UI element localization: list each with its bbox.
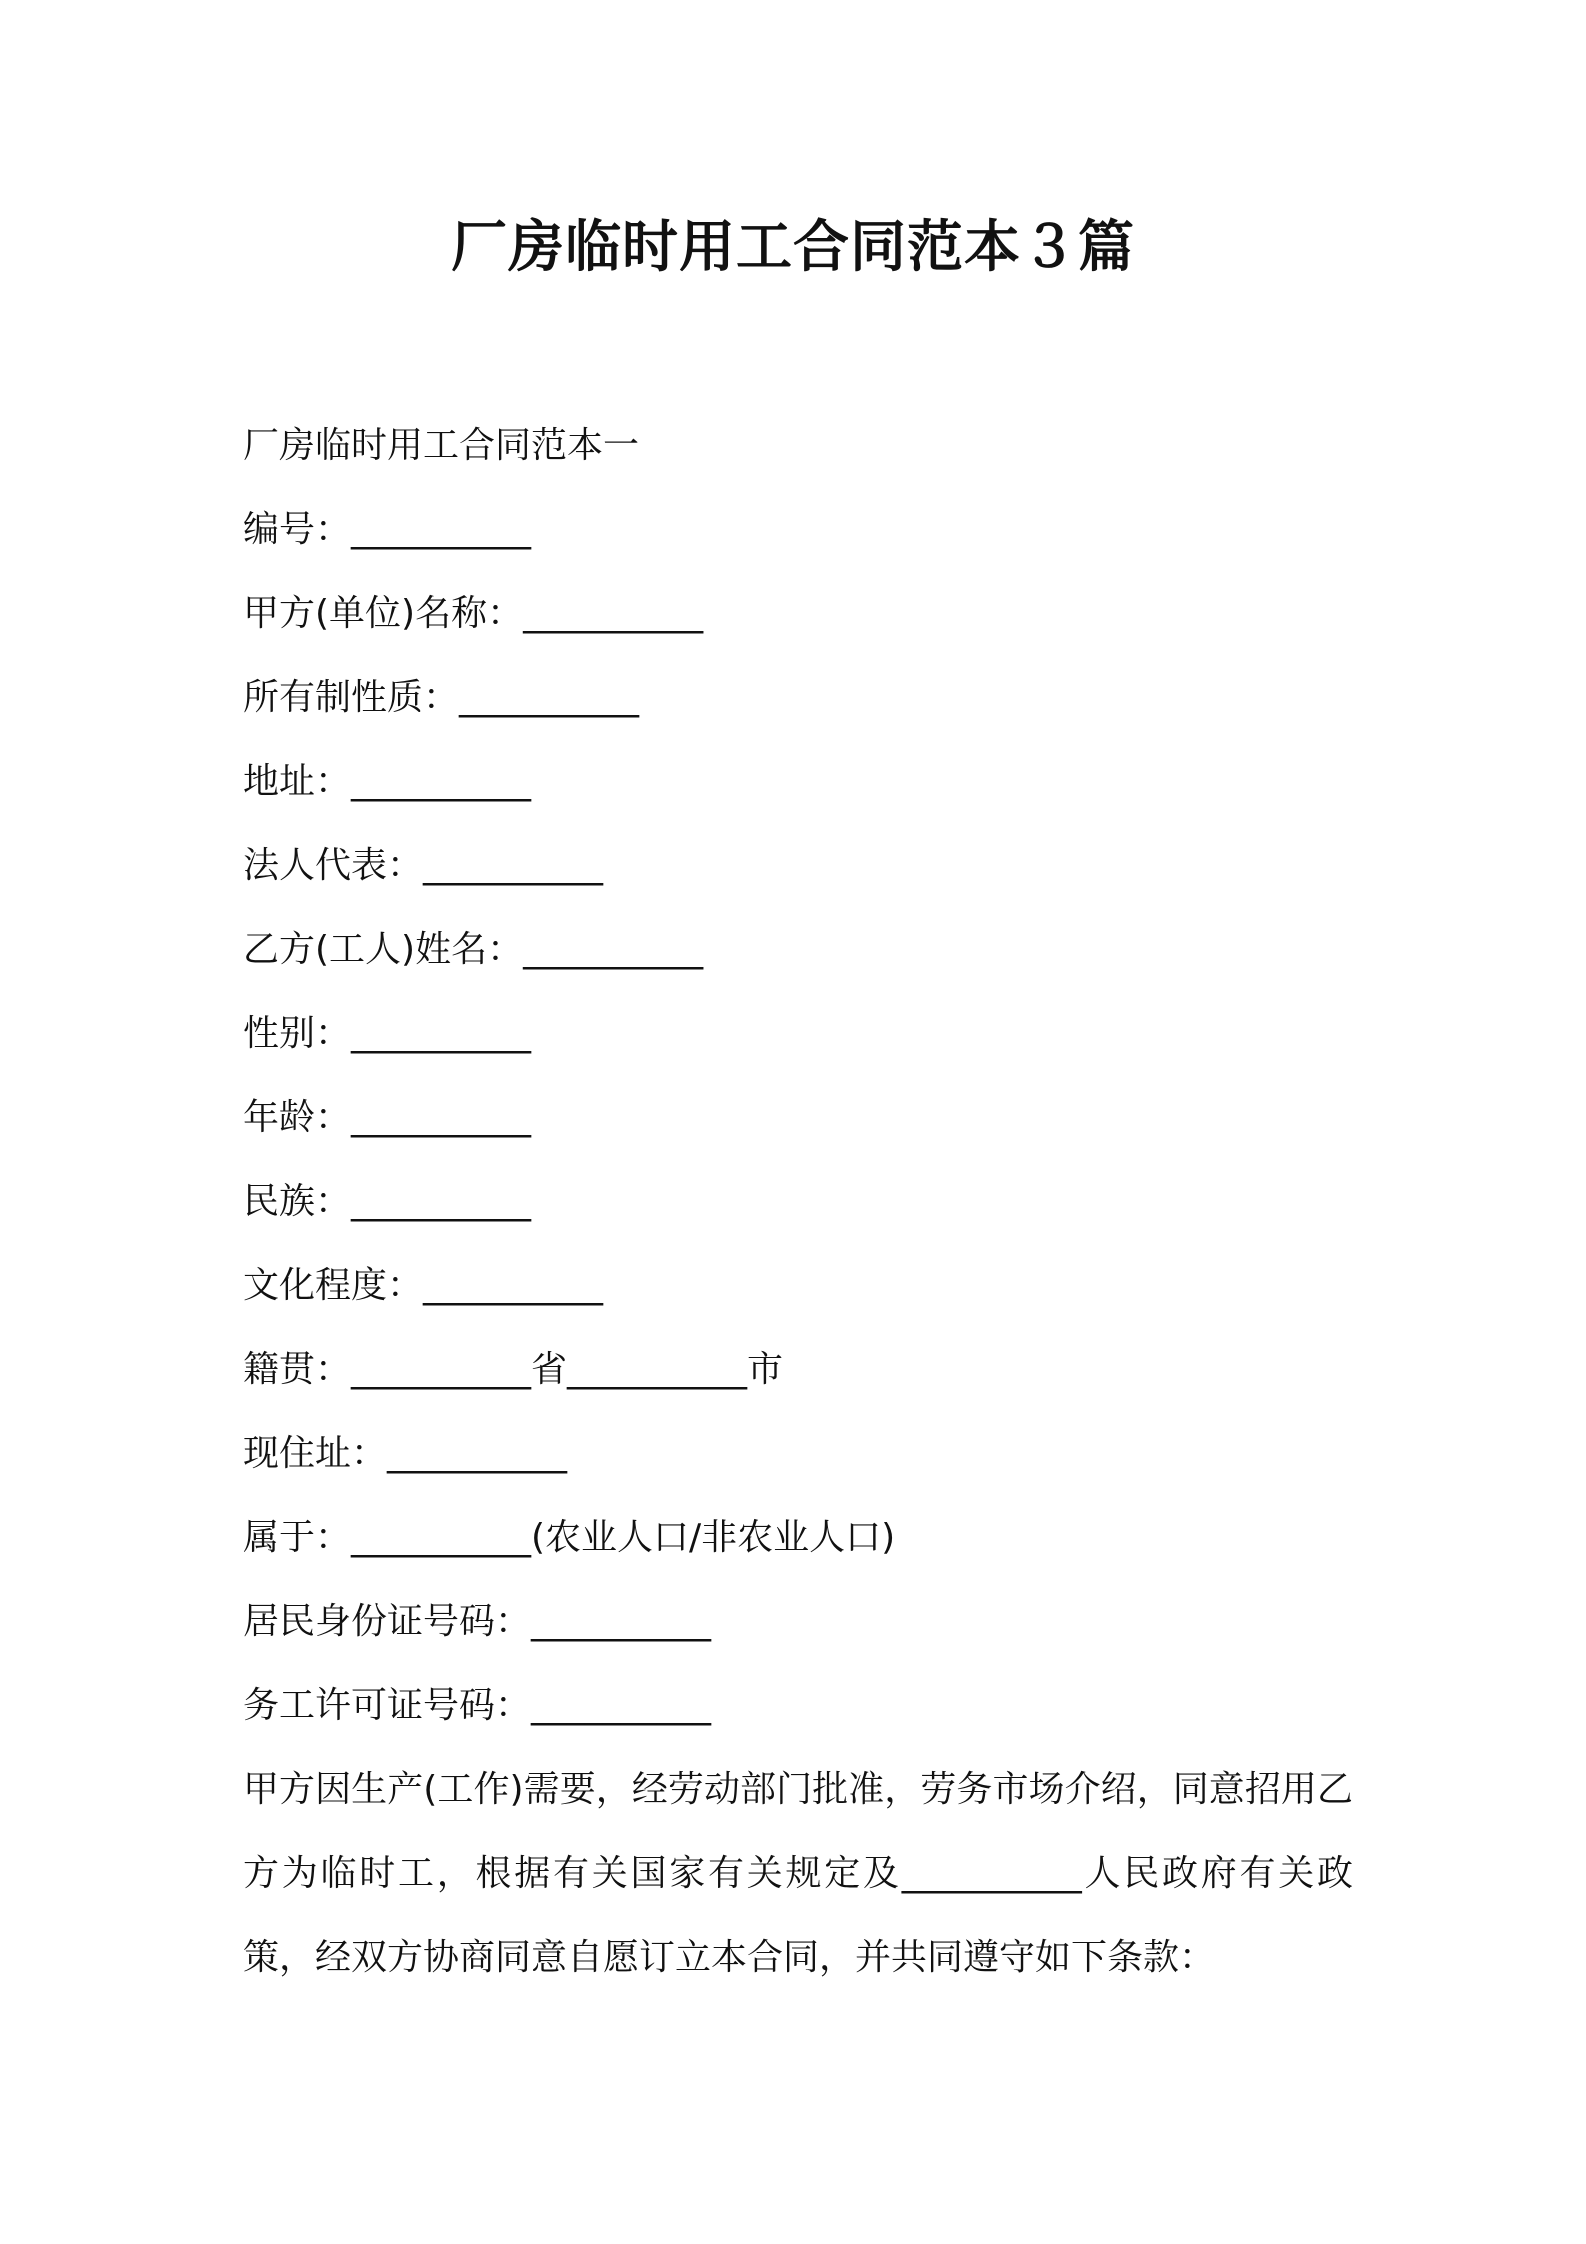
document-body — [243, 404, 1363, 2000]
field-household-type: 属于：__________(农业人口/非农业人口) — [243, 1517, 896, 1558]
intro-paragraph: 甲方因生产(工作)需要，经劳动部门批准，劳务市场介绍，同意招用乙方为临时工，根据有关国家有关规定及__________人民政府有关政策，经双方协商同意自愿订立本合同，并共同遵守如下条款： — [243, 1769, 1353, 1978]
field-legal-representative: 法人代表：__________ — [243, 845, 604, 886]
field-work-permit-number: 务工许可证号码：__________ — [243, 1685, 712, 1726]
field-party-b-name: 乙方(工人)姓名：__________ — [243, 929, 704, 970]
field-id-number: 居民身份证号码：__________ — [243, 1601, 712, 1642]
section-heading: 厂房临时用工合同范本一 — [243, 425, 640, 466]
field-ethnicity: 民族：__________ — [243, 1181, 532, 1222]
field-serial-number: 编号：__________ — [243, 509, 532, 550]
field-ownership-type: 所有制性质：__________ — [243, 677, 640, 718]
field-age: 年龄：__________ — [243, 1097, 532, 1138]
field-gender: 性别：__________ — [243, 1013, 532, 1054]
field-party-a-name: 甲方(单位)名称：__________ — [243, 593, 704, 634]
field-education: 文化程度：__________ — [243, 1265, 604, 1306]
field-address: 地址：__________ — [243, 761, 532, 802]
field-current-address: 现住址：__________ — [243, 1433, 568, 1474]
field-native-place: 籍贯：__________省__________市 — [243, 1349, 784, 1390]
document-title: 厂房临时用工合同范本３篇 — [451, 215, 1135, 280]
